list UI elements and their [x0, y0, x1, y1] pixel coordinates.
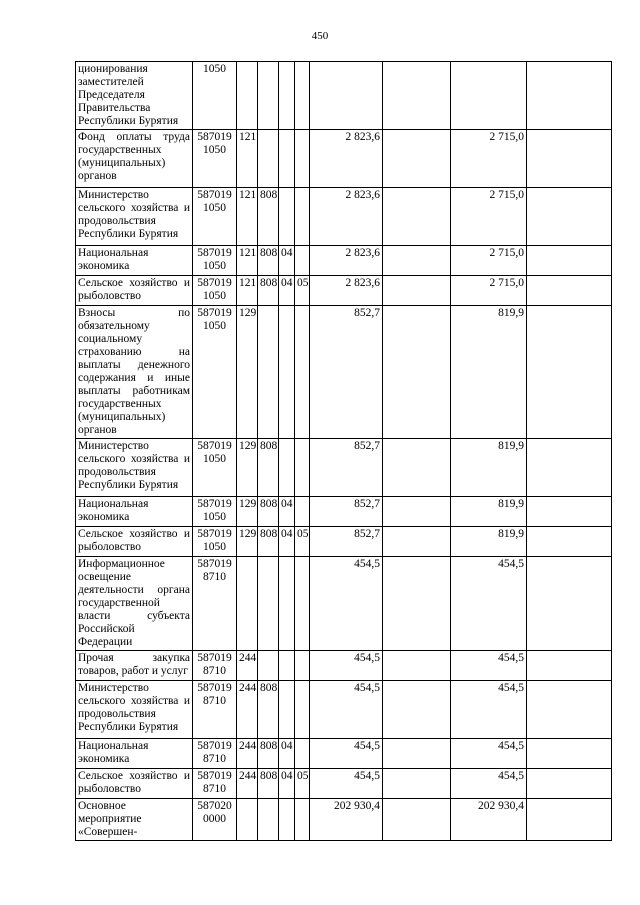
cell-gr — [258, 557, 279, 651]
cell-sum4 — [527, 651, 612, 681]
cell-rz: 04 — [279, 497, 295, 527]
cell-cs: 587019 1050 — [193, 246, 237, 276]
cell-name: Прочая закупка товаров, работ и услуг — [76, 651, 193, 681]
cell-sum2 — [383, 557, 451, 651]
table-row — [76, 557, 612, 651]
cell-sum3: 819,9 — [451, 497, 527, 527]
cell-sum1: 454,5 — [310, 557, 383, 651]
table-row — [76, 246, 612, 276]
cell-cs: 587019 1050 — [193, 130, 237, 188]
cell-rz: 04 — [279, 769, 295, 799]
cell-sum2 — [383, 246, 451, 276]
cell-sum2 — [383, 130, 451, 188]
cell-gr — [258, 799, 279, 841]
cell-sum1: 852,7 — [310, 527, 383, 557]
cell-pr — [295, 799, 310, 841]
cell-pr — [295, 130, 310, 188]
cell-sum3 — [451, 62, 527, 130]
cell-cs: 587019 8710 — [193, 681, 237, 739]
table-row — [76, 439, 612, 497]
cell-pr — [295, 246, 310, 276]
cell-cs: 587019 1050 — [193, 439, 237, 497]
cell-vr: 244 — [237, 651, 258, 681]
table-row — [76, 62, 612, 130]
table-row — [76, 739, 612, 769]
cell-cs: 587019 8710 — [193, 557, 237, 651]
cell-name: Информационное освещение деятельности органа государственной власти субъекта Российской Федерации — [76, 557, 193, 651]
cell-vr: 121 — [237, 130, 258, 188]
budget-table — [75, 61, 612, 841]
cell-sum1: 454,5 — [310, 681, 383, 739]
cell-pr: 05 — [295, 276, 310, 306]
cell-cs: 587019 1050 — [193, 497, 237, 527]
cell-name: Министерство сельского хозяйства и продовольствия Республики Бурятия — [76, 681, 193, 739]
cell-sum1: 454,5 — [310, 651, 383, 681]
cell-vr: 244 — [237, 739, 258, 769]
cell-sum4 — [527, 681, 612, 739]
cell-sum4 — [527, 130, 612, 188]
cell-sum4 — [527, 306, 612, 439]
cell-gr: 808 — [258, 188, 279, 246]
cell-sum4 — [527, 62, 612, 130]
cell-cs: 587019 1050 — [193, 527, 237, 557]
cell-cs: 1050 — [193, 62, 237, 130]
cell-name: Сельское хозяйство и рыболовство — [76, 276, 193, 306]
cell-sum3: 819,9 — [451, 439, 527, 497]
cell-pr — [295, 62, 310, 130]
cell-rz — [279, 306, 295, 439]
cell-vr: 129 — [237, 306, 258, 439]
cell-gr: 808 — [258, 246, 279, 276]
cell-vr: 244 — [237, 769, 258, 799]
cell-sum1: 454,5 — [310, 739, 383, 769]
cell-sum2 — [383, 739, 451, 769]
cell-vr: 129 — [237, 497, 258, 527]
cell-gr: 808 — [258, 527, 279, 557]
cell-sum2 — [383, 276, 451, 306]
cell-name: Национальная экономика — [76, 739, 193, 769]
cell-gr — [258, 130, 279, 188]
table-row — [76, 799, 612, 841]
cell-sum2 — [383, 439, 451, 497]
table-row — [76, 651, 612, 681]
cell-name: Сельское хозяйство и рыболовство — [76, 527, 193, 557]
cell-rz — [279, 557, 295, 651]
cell-gr: 808 — [258, 739, 279, 769]
cell-name: Национальная экономика — [76, 246, 193, 276]
cell-rz — [279, 681, 295, 739]
cell-vr: 121 — [237, 246, 258, 276]
cell-rz — [279, 799, 295, 841]
cell-sum2 — [383, 527, 451, 557]
cell-pr — [295, 497, 310, 527]
cell-vr: 121 — [237, 188, 258, 246]
cell-vr — [237, 557, 258, 651]
table-row — [76, 306, 612, 439]
cell-sum3: 819,9 — [451, 527, 527, 557]
cell-pr — [295, 557, 310, 651]
cell-sum3: 2 715,0 — [451, 188, 527, 246]
cell-sum3: 2 715,0 — [451, 276, 527, 306]
cell-rz — [279, 439, 295, 497]
cell-name: Национальная экономика — [76, 497, 193, 527]
cell-sum3: 454,5 — [451, 769, 527, 799]
table-row — [76, 769, 612, 799]
cell-sum1: 2 823,6 — [310, 188, 383, 246]
cell-name: ционирования заместителей Председателя Правительства Республики Бурятия — [76, 62, 193, 130]
cell-gr: 808 — [258, 276, 279, 306]
cell-sum2 — [383, 799, 451, 841]
cell-pr — [295, 306, 310, 439]
cell-name: Взносы по обязательному социальному страхованию на выплаты денежного содержания и иные выплаты работникам государственных (муниципальных) органов — [76, 306, 193, 439]
cell-sum4 — [527, 188, 612, 246]
table-row — [76, 527, 612, 557]
cell-vr — [237, 799, 258, 841]
cell-sum4 — [527, 276, 612, 306]
cell-gr — [258, 651, 279, 681]
cell-cs: 587019 8710 — [193, 769, 237, 799]
cell-sum2 — [383, 306, 451, 439]
cell-cs: 587019 1050 — [193, 188, 237, 246]
cell-sum3: 819,9 — [451, 306, 527, 439]
cell-name: Фонд оплаты труда государственных (муниципальных) органов — [76, 130, 193, 188]
cell-sum3: 202 930,4 — [451, 799, 527, 841]
cell-sum2 — [383, 188, 451, 246]
cell-sum1: 2 823,6 — [310, 246, 383, 276]
cell-cs: 587019 1050 — [193, 276, 237, 306]
cell-sum2 — [383, 651, 451, 681]
cell-gr: 808 — [258, 497, 279, 527]
cell-cs: 587019 8710 — [193, 739, 237, 769]
cell-name: Министерство сельского хозяйства и продовольствия Республики Бурятия — [76, 188, 193, 246]
cell-sum1: 852,7 — [310, 306, 383, 439]
cell-sum1: 852,7 — [310, 497, 383, 527]
cell-sum4 — [527, 497, 612, 527]
cell-vr — [237, 62, 258, 130]
cell-vr: 129 — [237, 439, 258, 497]
cell-vr: 244 — [237, 681, 258, 739]
cell-pr — [295, 681, 310, 739]
page-number: 450 — [311, 30, 329, 42]
cell-name: Сельское хозяйство и рыболовство — [76, 769, 193, 799]
cell-sum4 — [527, 439, 612, 497]
table-row — [76, 276, 612, 306]
cell-sum4 — [527, 246, 612, 276]
cell-sum4 — [527, 769, 612, 799]
cell-rz: 04 — [279, 276, 295, 306]
cell-sum2 — [383, 769, 451, 799]
cell-gr — [258, 62, 279, 130]
cell-sum1 — [310, 62, 383, 130]
cell-pr — [295, 739, 310, 769]
cell-vr: 121 — [237, 276, 258, 306]
cell-sum3: 454,5 — [451, 681, 527, 739]
cell-rz — [279, 188, 295, 246]
cell-sum3: 454,5 — [451, 651, 527, 681]
table-row — [76, 497, 612, 527]
cell-cs: 587019 8710 — [193, 651, 237, 681]
cell-sum3: 2 715,0 — [451, 246, 527, 276]
cell-sum1: 202 930,4 — [310, 799, 383, 841]
cell-cs: 587020 0000 — [193, 799, 237, 841]
cell-sum3: 454,5 — [451, 557, 527, 651]
cell-sum3: 2 715,0 — [451, 130, 527, 188]
cell-sum2 — [383, 62, 451, 130]
cell-rz — [279, 651, 295, 681]
cell-gr: 808 — [258, 681, 279, 739]
cell-sum1: 2 823,6 — [310, 276, 383, 306]
cell-cs: 587019 1050 — [193, 306, 237, 439]
cell-rz: 04 — [279, 739, 295, 769]
cell-sum4 — [527, 739, 612, 769]
cell-pr: 05 — [295, 527, 310, 557]
table-row — [76, 130, 612, 188]
cell-sum2 — [383, 497, 451, 527]
cell-pr — [295, 651, 310, 681]
cell-sum1: 852,7 — [310, 439, 383, 497]
cell-sum4 — [527, 799, 612, 841]
cell-rz — [279, 62, 295, 130]
cell-sum3: 454,5 — [451, 739, 527, 769]
cell-rz — [279, 130, 295, 188]
table-body — [76, 62, 612, 841]
cell-sum4 — [527, 557, 612, 651]
cell-rz: 04 — [279, 527, 295, 557]
cell-gr: 808 — [258, 439, 279, 497]
cell-gr: 808 — [258, 769, 279, 799]
table-row — [76, 188, 612, 246]
cell-sum1: 2 823,6 — [310, 130, 383, 188]
cell-rz: 04 — [279, 246, 295, 276]
cell-gr — [258, 306, 279, 439]
cell-name: Министерство сельского хозяйства и продовольствия Республики Бурятия — [76, 439, 193, 497]
cell-vr: 129 — [237, 527, 258, 557]
cell-pr — [295, 188, 310, 246]
cell-sum2 — [383, 681, 451, 739]
cell-sum4 — [527, 527, 612, 557]
cell-pr: 05 — [295, 769, 310, 799]
cell-sum1: 454,5 — [310, 769, 383, 799]
cell-pr — [295, 439, 310, 497]
table-row — [76, 681, 612, 739]
cell-name: Основное мероприятие «Совершен- — [76, 799, 193, 841]
